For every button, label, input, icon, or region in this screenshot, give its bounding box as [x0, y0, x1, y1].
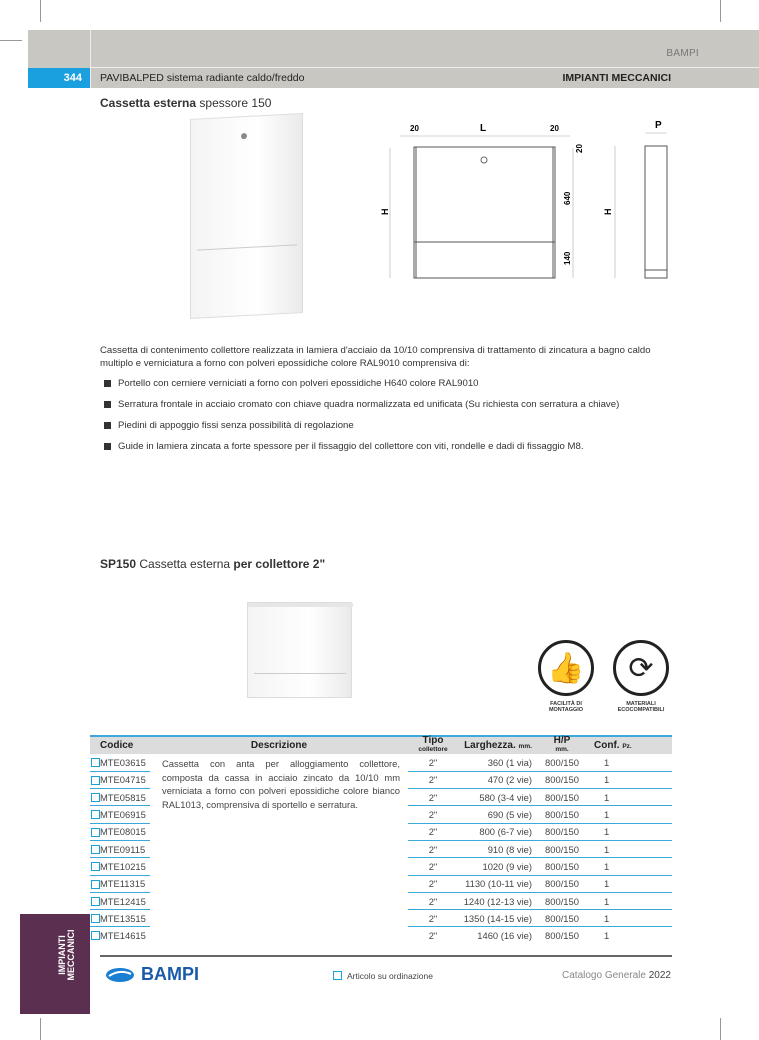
dim-140: 140 [563, 251, 572, 265]
dim-p: P [655, 120, 662, 131]
product-code[interactable]: MTE03615 [90, 754, 150, 771]
width: 690 (5 vie) [458, 806, 538, 823]
crop-mark [720, 0, 721, 22]
product-code[interactable]: MTE12415 [90, 892, 150, 909]
crop-mark [40, 1018, 41, 1040]
hp: 800/150 [545, 930, 579, 942]
tipo: 2" [408, 806, 458, 823]
badge-label: FACILITÀ DI MONTAGGIO [548, 701, 584, 713]
hp: 800/150 [538, 754, 586, 771]
dim-l: L [480, 123, 487, 134]
crop-mark [720, 1018, 721, 1040]
col-hp: H/P mm. [538, 736, 586, 754]
crop-mark [0, 40, 22, 41]
product-code[interactable]: MTE13515 [90, 910, 150, 927]
hp: 800/150 [538, 875, 586, 892]
width: 1350 (14-15 vie) [458, 910, 538, 927]
title-bold: Cassetta esterna [100, 96, 197, 110]
hp: 800/150 [538, 823, 586, 840]
hp: 800/150 [538, 806, 586, 823]
category-title: IMPIANTI MECCANICI [562, 72, 671, 84]
footer-divider [100, 955, 672, 957]
width: 470 (2 vie) [458, 771, 538, 788]
col-code: Codice [90, 736, 150, 754]
conf: 1 [586, 858, 672, 875]
tipo: 2" [428, 930, 438, 942]
title-bold: per collettore 2" [233, 557, 326, 571]
width: 580 (3-4 vie) [458, 789, 538, 806]
width: 800 (6-7 vie) [458, 823, 538, 840]
section-tab [20, 914, 90, 1014]
width: 910 (8 vie) [458, 840, 538, 857]
table-header [90, 736, 672, 754]
conf: 1 [586, 806, 672, 823]
col-desc: Descrizione [150, 736, 408, 754]
dim-640: 640 [563, 191, 572, 205]
tipo: 2" [408, 771, 458, 788]
conf: 1 [586, 771, 672, 788]
product-title [100, 96, 271, 110]
conf: 1 [586, 754, 672, 771]
feature-item: Guide in lamiera zincata a forte spessore per il fissaggio del collettore con viti, rondelle e dadi di fissaggio M8. [104, 441, 619, 462]
conf: 1 [586, 840, 672, 857]
row-description: Cassetta con anta per alloggiamento collettore, composta da cassa in acciaio zincato da 10/10 mm verniciata a forno con polveri epossidiche colore bianco RAL1013, comprensiva di sportello e serratura. [162, 758, 400, 810]
conf: 1 [586, 789, 672, 806]
conf: 1 [604, 930, 610, 942]
col-conf: Conf. Pz. [586, 736, 672, 754]
conf: 1 [586, 892, 672, 909]
product2-title [100, 557, 325, 571]
page-number: 344 [28, 68, 90, 88]
col-tipo: Tipo collettore [408, 736, 458, 754]
product-code[interactable]: MTE06915 [90, 806, 150, 823]
dim-h: H [380, 208, 390, 215]
dim-h-side: H [603, 208, 613, 215]
hp: 800/150 [538, 910, 586, 927]
dim-20-top: 20 [575, 144, 584, 153]
hp: 800/150 [538, 858, 586, 875]
hp: 800/150 [538, 892, 586, 909]
col-width: Larghezza. mm. [458, 736, 538, 754]
table-row [90, 754, 672, 771]
width: 1240 (12-13 vie) [458, 892, 538, 909]
header-brand: BAMPI [666, 48, 699, 59]
width: 1130 (10-11 vie) [458, 875, 538, 892]
width: 1460 (16 vie) [477, 930, 532, 942]
width: 360 (1 via) [458, 754, 538, 771]
title-code: SP150 [100, 557, 137, 571]
conf: 1 [586, 823, 672, 840]
order-note: Articolo su ordinazione [333, 971, 433, 981]
tipo: 2" [408, 840, 458, 857]
divider [90, 67, 759, 68]
product-code[interactable]: MTE04715 [90, 771, 150, 788]
dimension-drawing [370, 115, 690, 295]
cabinet-photo [190, 113, 303, 319]
hp: 800/150 [538, 840, 586, 857]
catalog-label: Catalogo Generale 2022 [562, 970, 671, 981]
tipo: 2" [408, 789, 458, 806]
product-code[interactable]: MTE05815 [90, 789, 150, 806]
feature-item: Serratura frontale in acciaio cromato con chiave quadra normalizzata ed unificata (Su richiesta con serratura a chiave) [104, 399, 619, 420]
tipo: 2" [408, 754, 458, 771]
product-table [90, 735, 672, 944]
dim-20-right: 20 [550, 124, 559, 133]
product-code[interactable]: MTE14615 [90, 927, 150, 944]
feature-item: Portello con cerniere verniciati a forno con polveri epossidiche H640 colore RAL9010 [104, 378, 619, 399]
crop-mark [40, 0, 41, 22]
width: 1020 (9 vie) [458, 858, 538, 875]
recycle-arrows-icon: ⟳ [613, 640, 669, 696]
dim-20-left: 20 [410, 124, 419, 133]
product-description: Cassetta di contenimento collettore realizzata in lamiera d'acciaio da 10/10 comprensiva di trattamento di zincatura a bagno caldo multiplo e verniciatura a forno con polveri epossidiche colore RAL9010 comprensiva di: [100, 345, 651, 369]
title-mid: Cassetta esterna [136, 557, 234, 571]
conf: 1 [586, 910, 672, 927]
tipo: 2" [408, 823, 458, 840]
bampi-logo: BAMPI [105, 964, 199, 985]
hp: 800/150 [538, 789, 586, 806]
product-code[interactable]: MTE08015 [90, 823, 150, 840]
cabinet-photo-2 [247, 602, 352, 698]
tipo: 2" [408, 875, 458, 892]
feature-list [104, 378, 619, 462]
section-tab-label: IMPIANTI MECCANICI [57, 929, 76, 981]
tipo: 2" [408, 892, 458, 909]
thumbs-up-icon: 👍 [538, 640, 594, 696]
hp: 800/150 [538, 771, 586, 788]
section-title: PAVIBALPED sistema radiante caldo/freddo [100, 72, 305, 84]
product-code[interactable]: MTE09115 [90, 840, 150, 857]
tipo: 2" [408, 858, 458, 875]
title-rest: spessore 150 [196, 96, 272, 110]
product-code[interactable]: MTE11315 [90, 875, 150, 892]
badge-label: MATERIALI ECOCOMPATIBILI [617, 701, 665, 713]
product-code[interactable]: MTE10215 [90, 858, 150, 875]
tipo: 2" [408, 910, 458, 927]
feature-item: Piedini di appoggio fissi senza possibilità di regolazione [104, 420, 619, 441]
conf: 1 [586, 875, 672, 892]
